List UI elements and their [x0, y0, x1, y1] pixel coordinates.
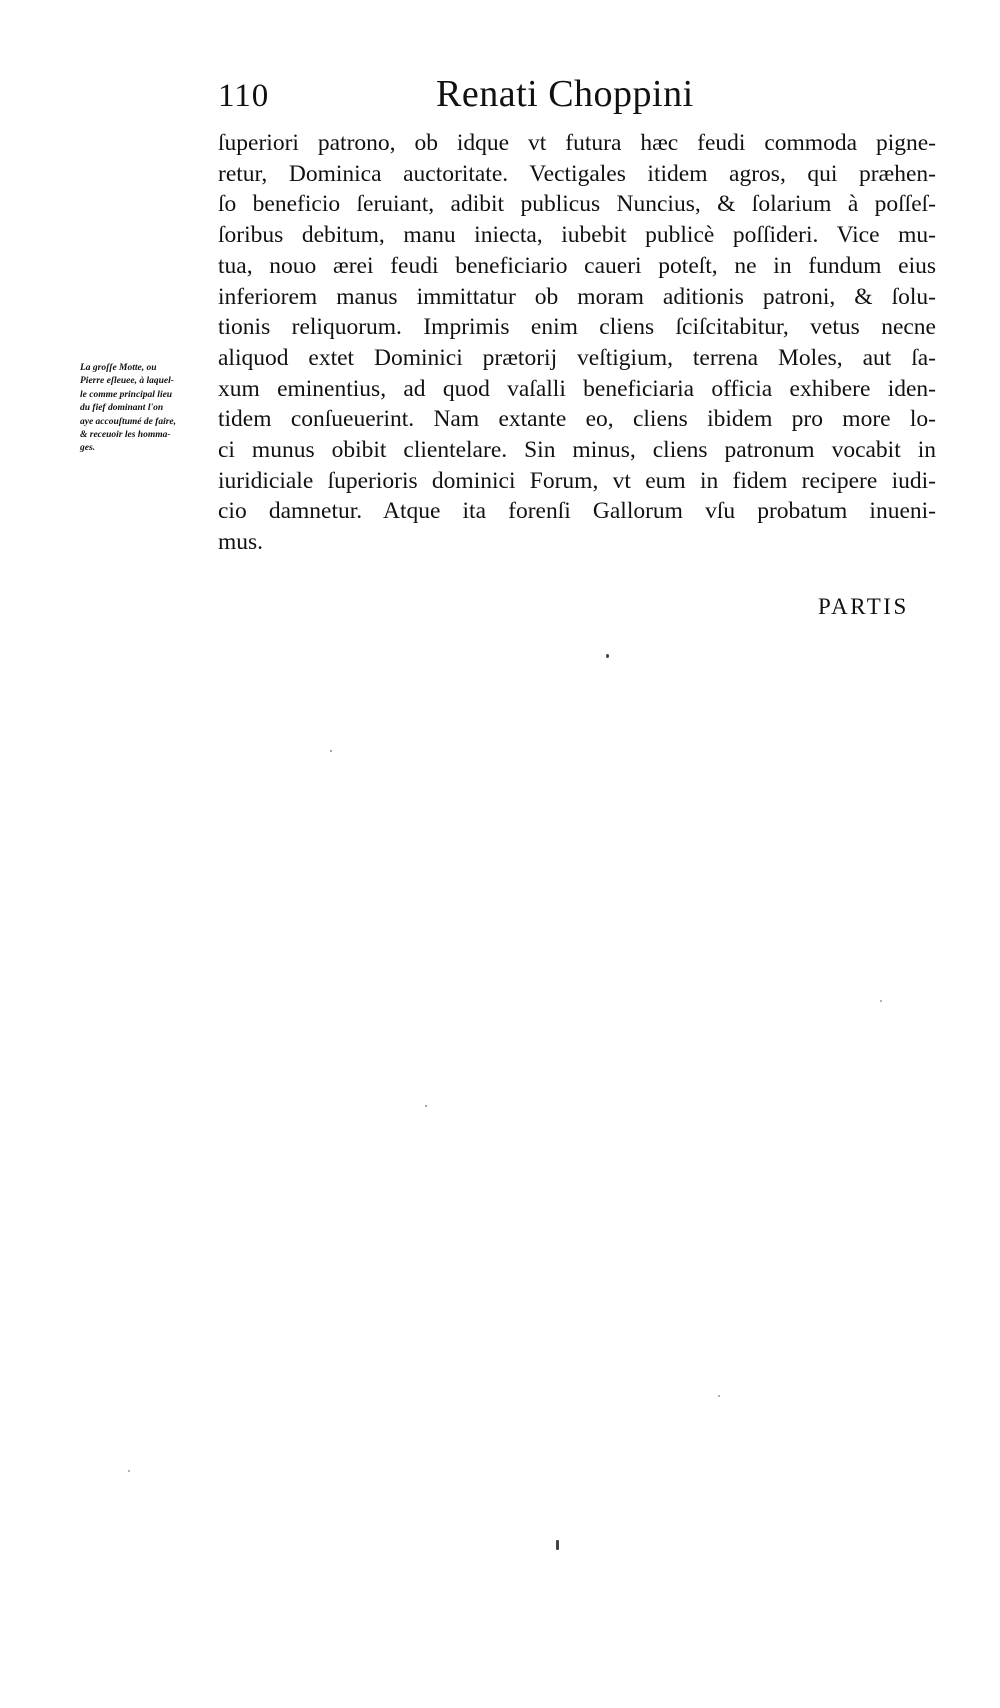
- print-speck: [128, 1470, 130, 1472]
- marginal-note-line: & receuoir les homma-: [80, 430, 171, 441]
- body-line: retur, Dominica auctoritate. Vectigales itidem agros, qui præhen-: [218, 160, 936, 187]
- body-line: ſoribus debitum, manu iniecta, iubebit publicè poſſideri. Vice mu-: [218, 222, 936, 249]
- print-speck: [425, 1105, 427, 1107]
- body-text: [218, 128, 936, 558]
- print-speck: [606, 654, 609, 658]
- body-line: aliquod extet Dominici prætorij veſtigium, terrena Moles, aut ſa-: [218, 344, 936, 371]
- print-speck: [880, 1000, 882, 1002]
- marginal-note-line: La groſſe Motte, ou: [80, 363, 157, 373]
- body-line: cio damnetur. Atque ita forenſi Gallorum vſu probatum inueni-: [218, 498, 936, 525]
- body-line: tidem conſueuerint. Nam extante eo, cliens ibidem pro more lo-: [218, 406, 936, 433]
- body-line: tionis reliquorum. Imprimis enim cliens ſciſcitabitur, vetus necne: [218, 314, 936, 341]
- body-line: xum eminentius, ad quod vaſalli beneficiaria officia exhibere iden-: [218, 375, 936, 402]
- page-header: [218, 72, 800, 120]
- body-line: inferiorem manus immittatur ob moram aditionis patroni, & ſolu-: [218, 283, 936, 310]
- page-number: 110: [218, 78, 270, 114]
- marginal-note-line: du fief dominant l'on: [80, 403, 164, 414]
- print-speck: [556, 1540, 559, 1550]
- marginal-note-line: ges.: [80, 443, 96, 454]
- print-speck: [330, 750, 332, 752]
- marginal-note: [80, 362, 220, 456]
- catchword: PARTIS: [818, 594, 909, 619]
- body-line: mus.: [218, 529, 264, 556]
- body-line: ſo beneficio ſeruiant, adibit publicus Nuncius, & ſolarium à poſſeſ-: [218, 191, 936, 218]
- marginal-note-line: Pierre eſleuee, à laquel-: [80, 376, 174, 387]
- body-line: tua, nouo ærei feudi beneficiario caueri poteſt, ne in fundum eius: [218, 252, 936, 279]
- marginal-note-line: aye accouſtumé de faire,: [80, 416, 177, 427]
- body-line: iuridiciale ſuperioris dominici Forum, vt eum in fidem recipere iudi-: [218, 467, 936, 494]
- body-line: ci munus obibit clientelare. Sin minus, cliens patronum vocabit in: [218, 437, 936, 464]
- body-line: ſuperiori patrono, ob idque vt futura hæc feudi commoda pigne-: [218, 130, 936, 156]
- print-speck: [718, 1395, 720, 1397]
- marginal-note-line: le comme principal lieu: [80, 389, 173, 400]
- running-head: Renati Choppini: [436, 73, 694, 115]
